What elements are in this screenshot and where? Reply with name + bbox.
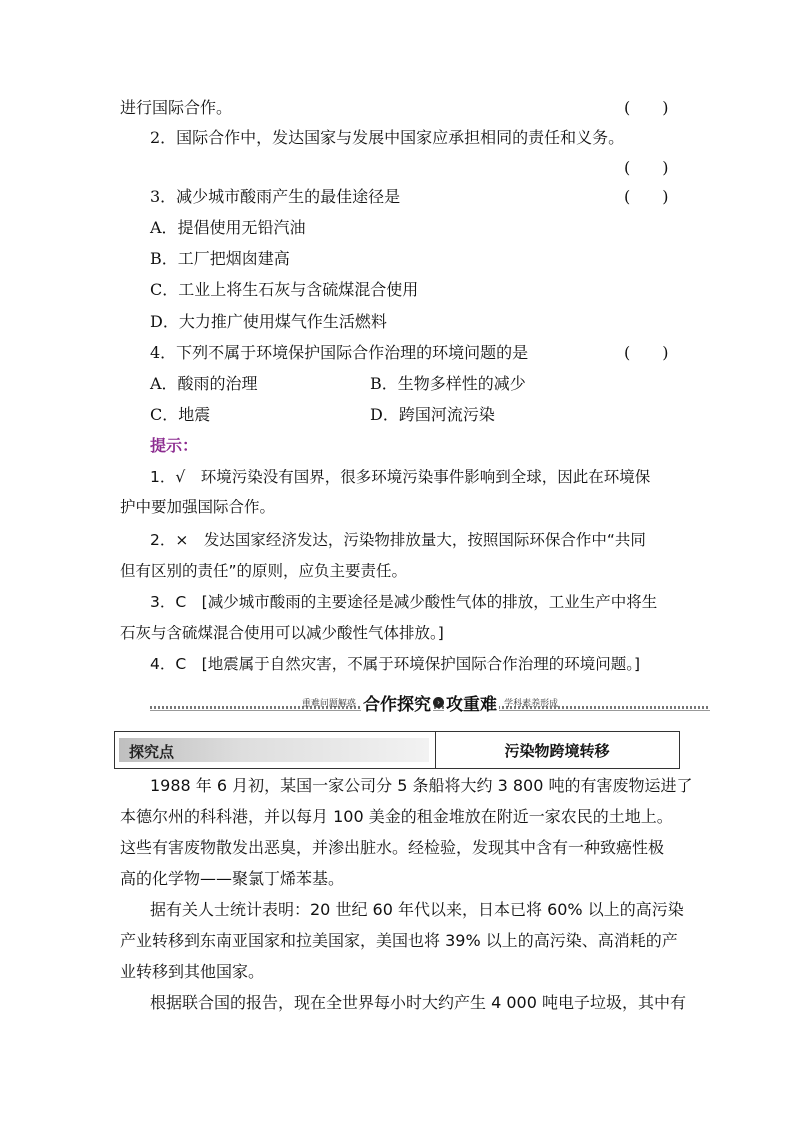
answer-paren-q4: ( ) xyxy=(624,343,669,362)
banner-left-caption: 重难问题解惑 xyxy=(301,699,356,709)
question-4: 4．下列不属于环境保护国际合作治理的环境问题的是 xyxy=(150,343,529,362)
question-3: 3．减少城市酸雨产生的最佳途径是 xyxy=(150,187,401,206)
topic-header xyxy=(114,731,680,769)
body-line-5: 据有关人士统计表明：20 世纪 60 年代以来，日本已将 60% 以上的高污染 xyxy=(150,900,684,919)
body-line-7: 业转移到其他国家。 xyxy=(120,962,265,981)
topic-tab-label: 探究点 xyxy=(129,743,175,761)
hint-line-7: 4．C [地震属于自然灾害，不属于环境保护国际合作治理的环境问题。] xyxy=(150,655,641,673)
q1-tail: 进行国际合作。 xyxy=(120,98,233,117)
answer-paren-q1: ( ) xyxy=(624,98,669,117)
q3-option-a: A．提倡使用无铅汽油 xyxy=(150,218,306,237)
hint-line-1: 1．√ 环境污染没有国界，很多环境污染事件影响到全球，因此在环境保 xyxy=(150,468,651,486)
body-line-2: 本德尔州的科科港，并以每月 100 美金的租金堆放在附近一家农民的土地上。 xyxy=(120,807,673,826)
body-line-8: 根据联合国的报告，现在全世界每小时大约产生 4 000 吨电子垃圾，其中有 xyxy=(150,993,686,1012)
banner-right-caption: 学科素养形成 xyxy=(504,699,559,709)
body-line-3: 这些有害废物散发出恶臭，并渗出脏水。经检验，发现其中含有一种致癌性极 xyxy=(120,838,665,857)
q3-option-c: C．工业上将生石灰与含硫煤混合使用 xyxy=(150,280,419,299)
hint-line-4: 但有区别的责任”的原则，应负主要责任。 xyxy=(120,562,408,580)
body-line-1: 1988 年 6 月初，某国一家公司分 5 条船将大约 3 800 吨的有害废物运进了 xyxy=(150,776,693,795)
body-line-4: 高的化学物——聚氯丁烯苯基。 xyxy=(120,869,345,888)
q4-option-d: D．跨国河流污染 xyxy=(370,405,495,424)
arrow-circle-icon: › xyxy=(433,697,444,708)
hint-line-5: 3．C [减少城市酸雨的主要途径是减少酸性气体的排放，工业生产中将生 xyxy=(150,593,658,611)
answer-paren-q2: ( ) xyxy=(624,158,669,177)
question-2: 2．国际合作中，发达国家与发展中国家应承担相同的责任和义务。 xyxy=(150,128,625,147)
q3-option-b: B．工厂把烟囱建高 xyxy=(150,249,290,268)
banner-title-1: 合作探究 xyxy=(363,695,431,715)
hint-label: 提示： xyxy=(150,436,199,455)
topic-tab xyxy=(119,738,429,762)
answer-paren-q3: ( ) xyxy=(624,187,669,206)
topic-title: 污染物跨境转移 xyxy=(504,742,610,760)
hint-line-3: 2．× 发达国家经济发达，污染物排放量大，按照国际环保合作中“共同 xyxy=(150,531,646,549)
section-banner xyxy=(150,690,710,714)
body-line-6: 产业转移到东南亚国家和拉美国家，美国也将 39% 以上的高污染、高消耗的产 xyxy=(120,931,678,950)
hint-line-2: 护中要加强国际合作。 xyxy=(120,498,276,516)
q4-option-b: B．生物多样性的减少 xyxy=(370,374,526,393)
q4-option-a: A．酸雨的治理 xyxy=(150,374,258,393)
banner-title-2: 攻重难 xyxy=(446,695,497,715)
hint-line-6: 石灰与含硫煤混合使用可以减少酸性气体排放。] xyxy=(120,624,444,642)
q3-option-d: D．大力推广使用煤气作生活燃料 xyxy=(150,312,387,331)
q4-option-c: C．地震 xyxy=(150,405,211,424)
